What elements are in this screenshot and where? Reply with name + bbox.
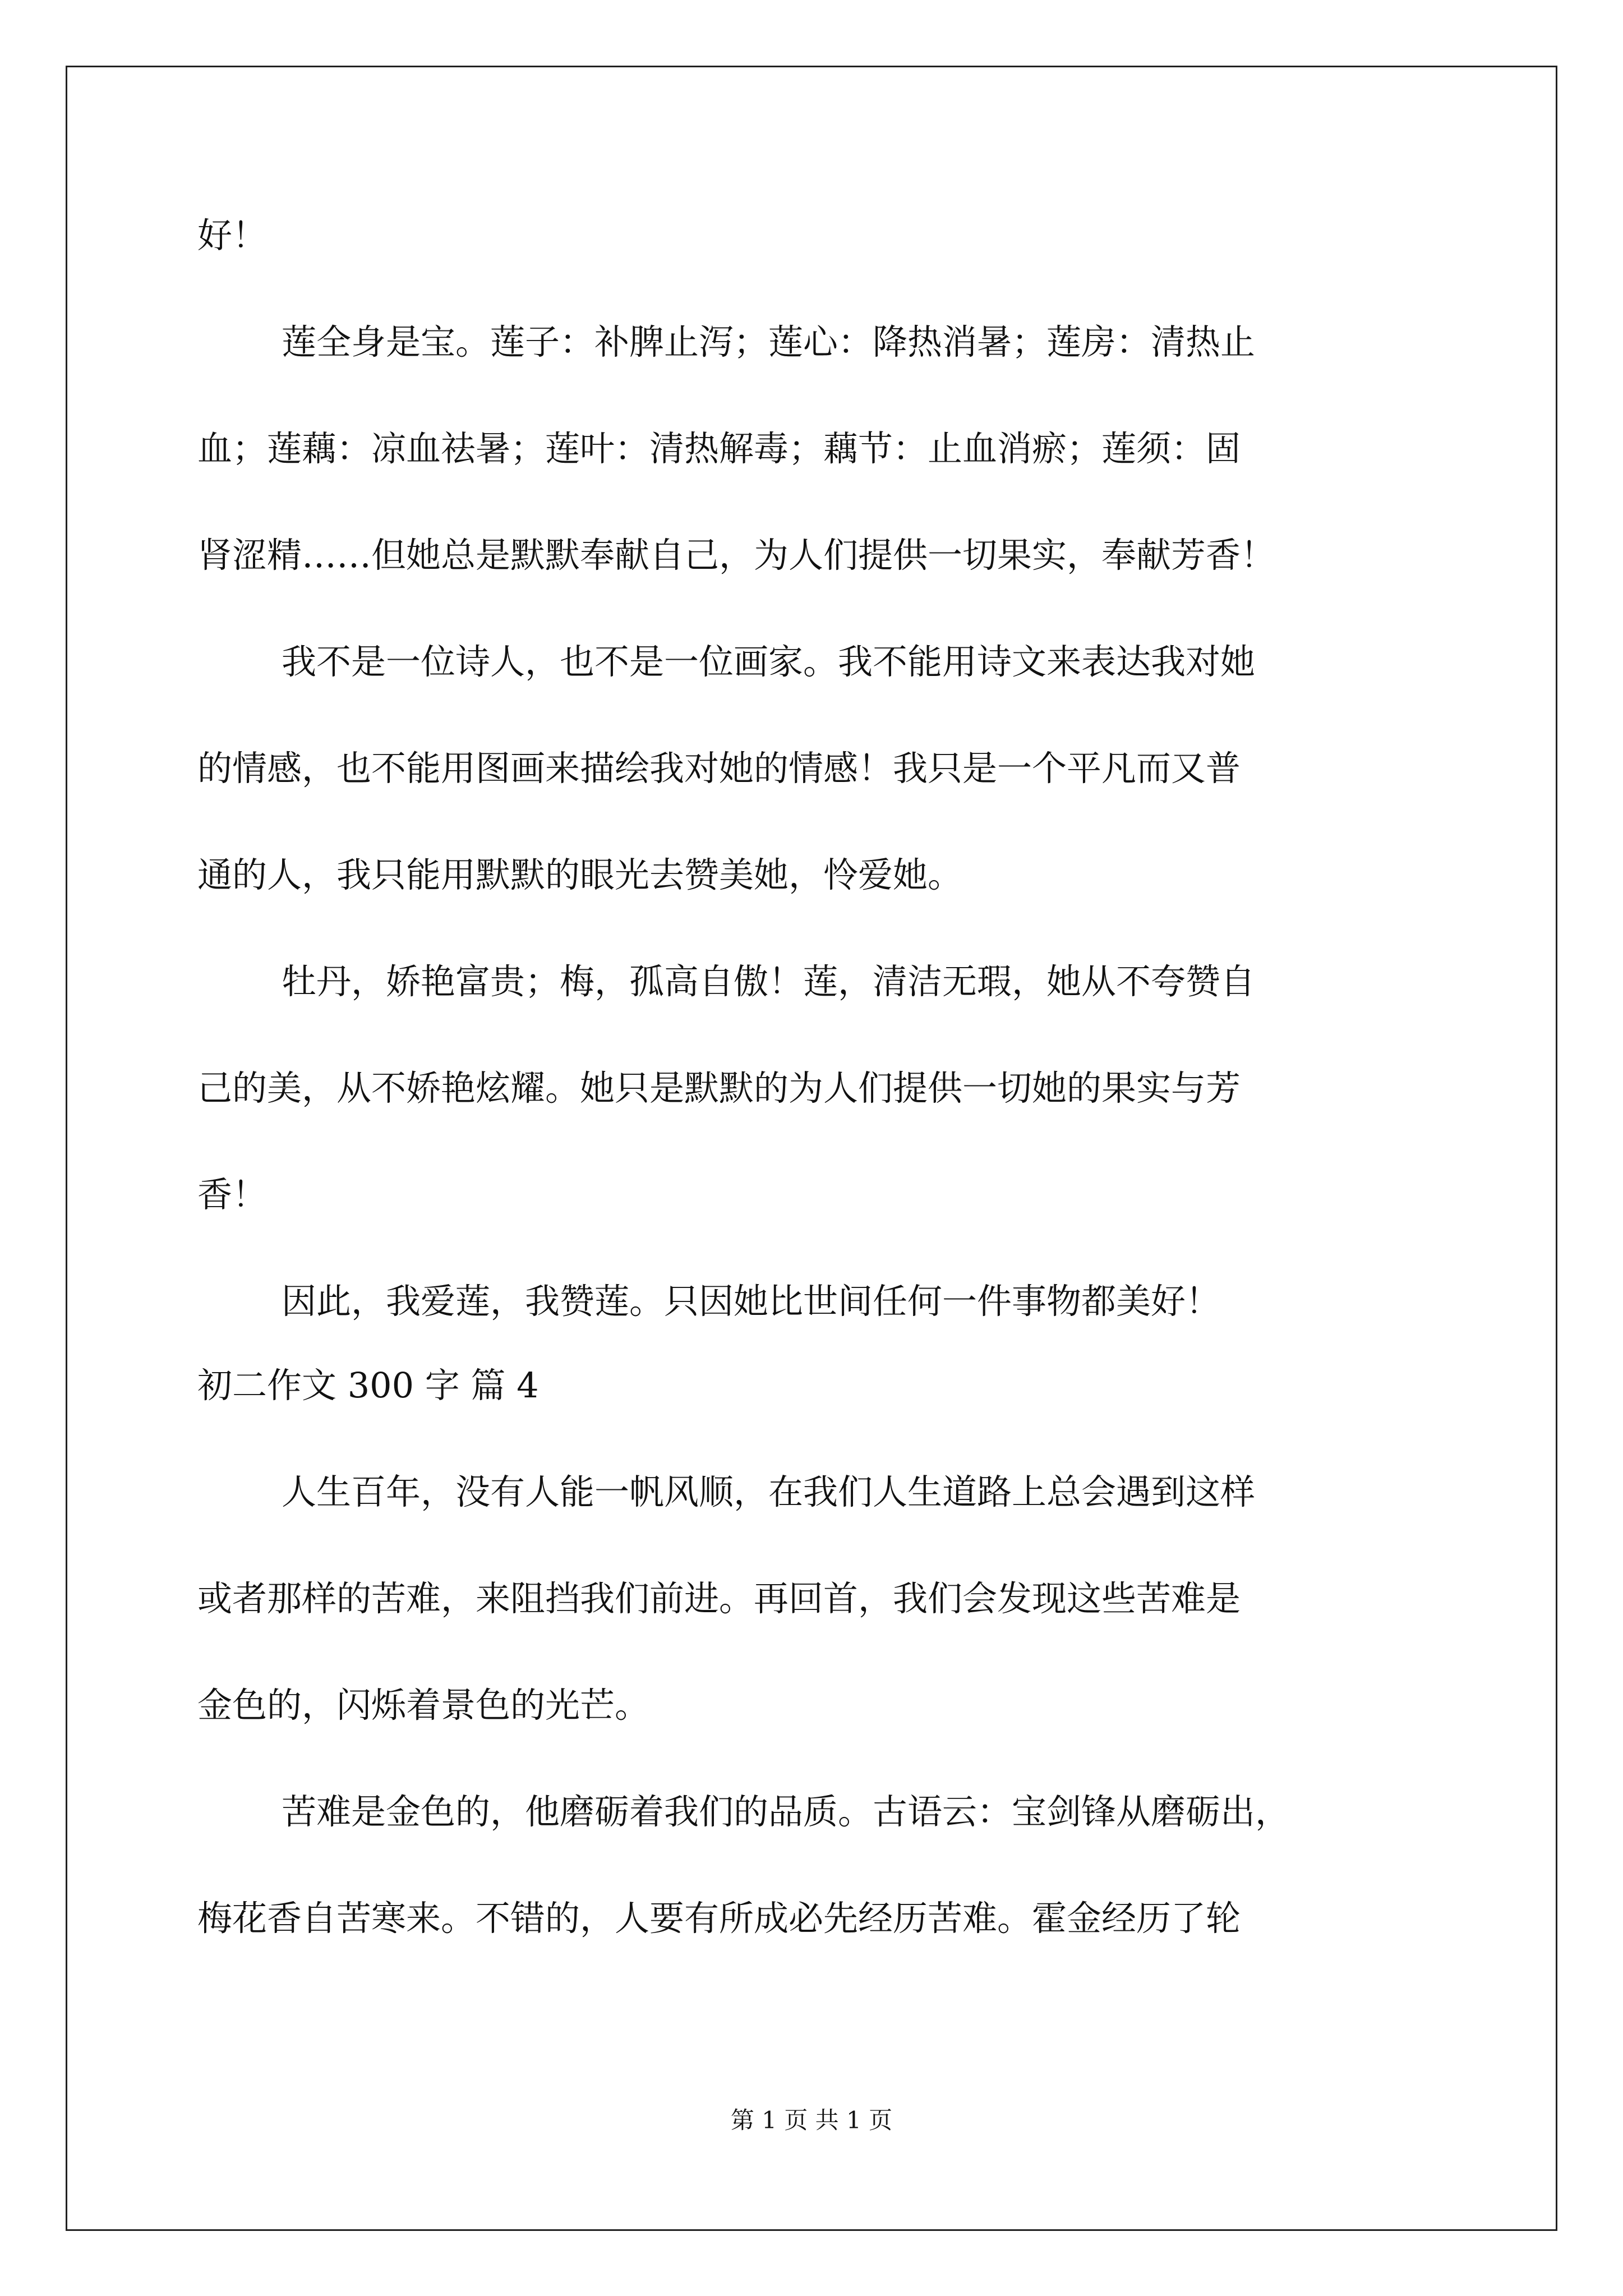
paragraph-start: 莲全身是宝。莲子：补脾止泻；莲心：降热消暑；莲房：清热止 [282, 321, 1256, 362]
text-line: 或者那样的苦难，来阻挡我们前进。再回首，我们会发现这些苦难是 [197, 1578, 1241, 1619]
paragraph-start: 因此，我爱莲，我赞莲。只因她比世间任何一件事物都美好！ [282, 1281, 1221, 1322]
text-line: 肾涩精……但她总是默默奉献自己，为人们提供一切果实，奉献芳香！ [197, 535, 1276, 576]
text-line: 好！ [197, 215, 268, 256]
section-heading: 初二作文 300 字 篇 4 [197, 1365, 539, 1406]
text-line: 己的美，从不娇艳炫耀。她只是默默的为人们提供一切她的果实与芳 [197, 1068, 1241, 1108]
text-line: 的情感，也不能用图画来描绘我对她的情感！我只是一个平凡而又普 [197, 748, 1241, 789]
paragraph-start: 苦难是金色的，他磨砺着我们的品质。古语云：宝剑锋从磨砺出， [282, 1791, 1290, 1832]
text-line: 通的人，我只能用默默的眼光去赞美她，怜爱她。 [197, 854, 963, 895]
text-line: 香！ [197, 1174, 268, 1215]
text-line: 金色的，闪烁着景色的光芒。 [197, 1685, 650, 1726]
paragraph-start: 我不是一位诗人，也不是一位画家。我不能用诗文来表达我对她 [282, 641, 1256, 682]
text-line: 血；莲藕：凉血祛暑；莲叶：清热解毒；藕节：止血消瘀；莲须：固 [197, 428, 1241, 469]
paragraph-start: 人生百年，没有人能一帆风顺，在我们人生道路上总会遇到这样 [282, 1471, 1256, 1512]
page-number-footer: 第 1 页 共 1 页 [730, 2106, 893, 2134]
text-line: 梅花香自苦寒来。不错的，人要有所成必先经历苦难。霍金经历了轮 [197, 1898, 1241, 1939]
paragraph-start: 牡丹，娇艳富贵；梅，孤高自傲！莲，清洁无瑕，她从不夸赞自 [282, 961, 1256, 1002]
